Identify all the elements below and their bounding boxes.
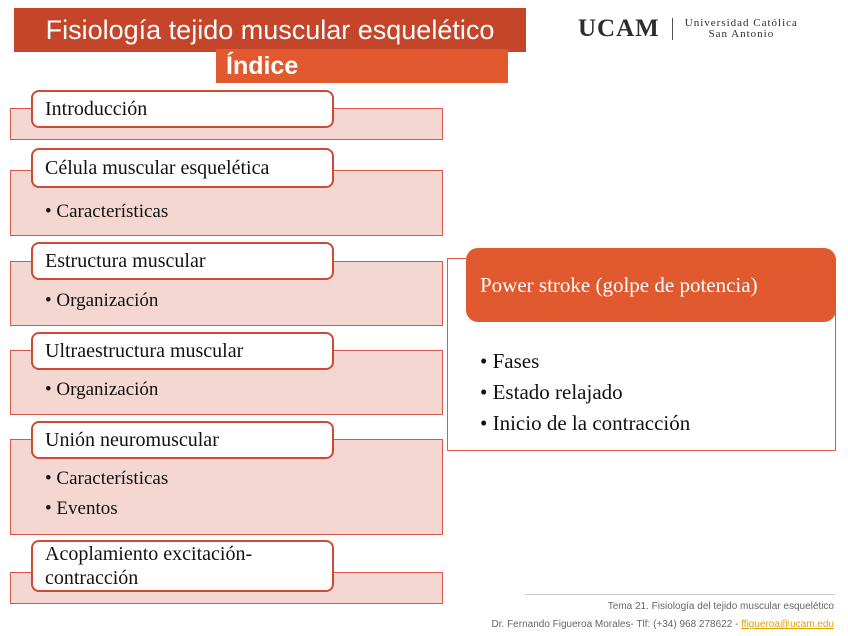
footer-divider bbox=[525, 594, 835, 595]
logo-name-line1: Universidad Católica bbox=[684, 17, 798, 29]
outline-bullet: • Organización bbox=[45, 379, 159, 400]
ucam-logo bbox=[578, 15, 798, 43]
footer-contact bbox=[492, 619, 834, 630]
detail-bullet: • Fases bbox=[480, 349, 540, 373]
detail-panel-header: Power stroke (golpe de potencia) bbox=[466, 248, 836, 322]
outline-item-union bbox=[31, 421, 334, 459]
outline-item-celula bbox=[31, 148, 334, 188]
outline-bullet: • Eventos bbox=[45, 498, 118, 519]
outline-item-label: Célula muscular esquelética bbox=[45, 157, 270, 179]
slide-subtitle: Índice bbox=[216, 49, 508, 83]
footer-topic: Tema 21. Fisiología del tejido muscular esquelético bbox=[607, 601, 834, 612]
detail-bullet: • Estado relajado bbox=[480, 380, 623, 404]
detail-panel-bullets bbox=[480, 346, 690, 439]
outline-item-introduccion bbox=[31, 90, 334, 128]
outline-item-ultraestructura bbox=[31, 332, 334, 370]
outline-item-label: Unión neuromuscular bbox=[45, 429, 219, 451]
logo-name bbox=[685, 18, 798, 40]
outline-item-acoplamiento bbox=[31, 540, 334, 592]
outline-item-label: Ultraestructura muscular bbox=[45, 340, 244, 362]
outline-item-label: Introducción bbox=[45, 98, 148, 120]
outline-bullet: • Características bbox=[45, 201, 169, 222]
detail-bullet: • Inicio de la contracción bbox=[480, 411, 691, 435]
footer-email-link[interactable]: ffigueroa@ucam.edu bbox=[741, 619, 834, 630]
outline-item-label: Acoplamiento excitación-contracción bbox=[45, 543, 253, 589]
logo-name-line2: San Antonio bbox=[708, 28, 775, 40]
logo-divider bbox=[672, 18, 673, 40]
outline-item-label: Estructura muscular bbox=[45, 250, 206, 272]
logo-mark: UCAM bbox=[578, 15, 660, 42]
outline-bullet: • Organización bbox=[45, 290, 159, 311]
slide-title: Fisiología tejido muscular esquelético bbox=[14, 8, 526, 52]
outline-bullet: • Características bbox=[45, 468, 169, 489]
outline-item-estructura bbox=[31, 242, 334, 280]
footer-contact-text: Dr. Fernando Figueroa Morales- Tlf: (+34) 968 278622 - bbox=[491, 619, 742, 630]
